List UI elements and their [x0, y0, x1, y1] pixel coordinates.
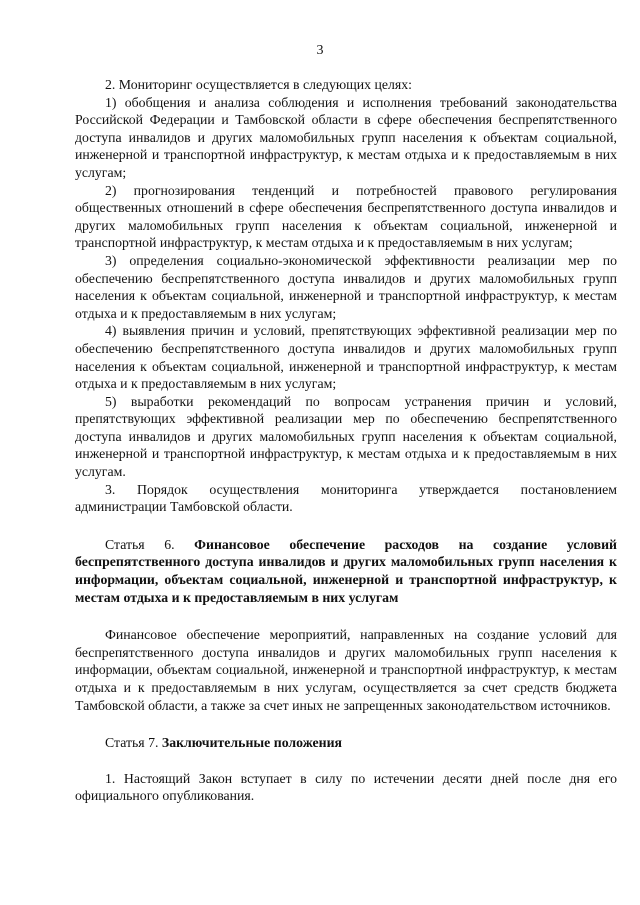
article-7-title: Заключительные положения: [161, 735, 343, 751]
monitoring-intro: 2. Мониторинг осуществляется в следующих целях:: [105, 77, 413, 92]
monitoring-goal-2: 2) прогнозирования тенденций и потребностей правового регулирования общественных отношений в сфере обеспечения беспрепятственного доступа инвалидов и других маломобильных групп населения к объектам социальной, инженерной и транспортной инфраструктур, к местам отдыха и к предоставляемым в них услугам;: [75, 182, 617, 251]
monitoring-goal-5: 5) выработки рекомендаций по вопросам устранения причин и условий, препятствующих эффективной реализации мер по обеспечению беспрепятственного доступа инвалидов и других маломобильных групп населения к объектам социальной, инженерной и транспортной инфраструктур, к местам отдыха и к предоставляемым в них услугам.: [75, 393, 617, 480]
monitoring-goal-3: 3) определения социально-экономической эффективности реализации мер по обеспечению беспрепятственного доступа инвалидов и других маломобильных групп населения к объектам социальной, инженерной и транспортной инфраструктур, к местам отдыха и к предоставляемым в них услугам;: [75, 252, 617, 321]
article-7-label: Статья 7.: [105, 735, 159, 751]
monitoring-goal-4: 4) выявления причин и условий, препятствующих эффективной реализации мер по обеспечению беспрепятственного доступа инвалидов и других маломобильных групп населения к объектам социальной, инженерной и транспортной инфраструктур, к местам отдыха и к предоставляемым в них услугам;: [75, 323, 617, 392]
article-6-heading: [75, 536, 617, 606]
page-number: 3: [316, 43, 324, 58]
article-6-title: Финансовое обеспечение расходов на создание условий беспрепятственного доступа инвалидов и других маломобильных групп населения к информации, объектам социальной, инженерной и транспортной инфраструктур, к местам отдыха и к предоставляемым в них услугам: [75, 536, 618, 605]
article-7-item-1: 1. Настоящий Закон вступает в силу по истечении десяти дней после дня его официального опубликования.: [75, 770, 617, 804]
article-6-body: Финансовое обеспечение мероприятий, направленных на создание условий для беспрепятственного доступа инвалидов и других маломобильных групп населения к информации, объектам социальной, инженерной и транспортной инфраструктур, к местам отдыха и к предоставляемым в них услугам, осуществляется за счет средств бюджета Тамбовской области, а также за счет иных не запрещенных законодательством источников.: [75, 627, 617, 713]
document-body: [75, 76, 617, 805]
article-6-label: Статья 6.: [105, 536, 175, 552]
article-7-heading: [75, 734, 617, 752]
monitoring-item-3: 3. Порядок осуществления мониторинга утверждается постановлением администрации Тамбовской области.: [75, 481, 617, 515]
monitoring-goal-1: 1) обобщения и анализа соблюдения и исполнения требований законодательства Российской Федерации и Тамбовской области в сфере обеспечения беспрепятственного доступа инвалидов и других маломобильных групп населения к объектам социальной, инженерной и транспортной инфраструктур, к местам отдыха и к предоставляемым в них услугам;: [75, 94, 617, 180]
